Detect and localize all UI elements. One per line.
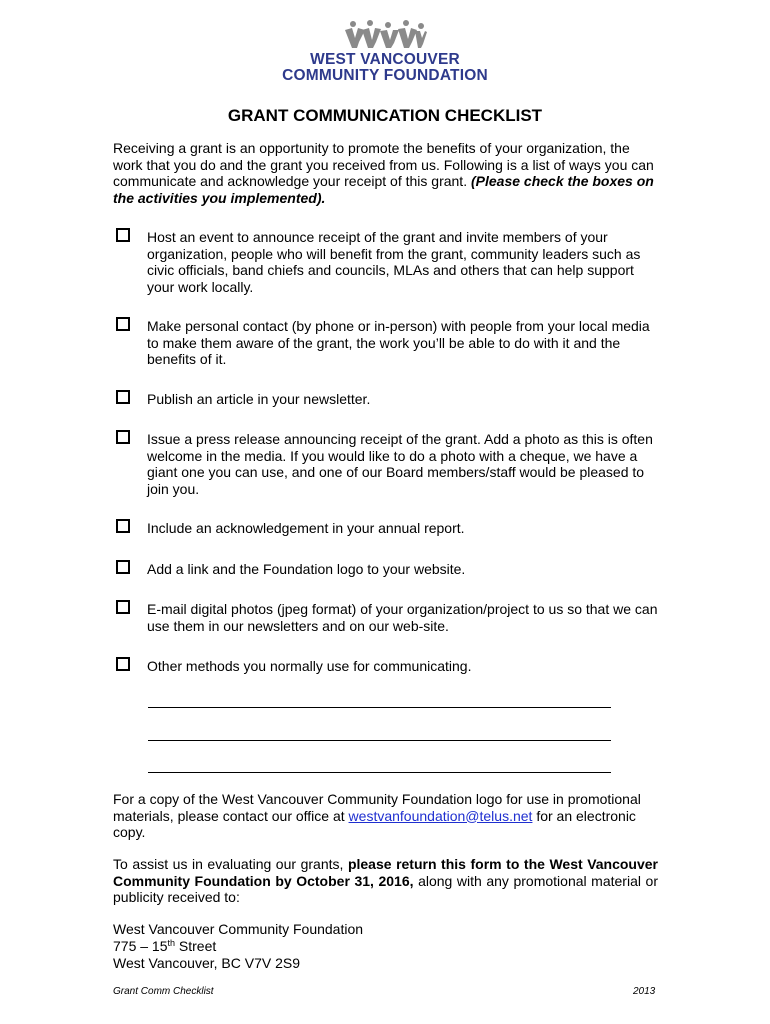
checkbox[interactable] <box>116 317 130 331</box>
logo-request-paragraph <box>113 791 658 841</box>
return-instructions-paragraph <box>113 856 658 906</box>
checklist-item-text: Issue a press release announcing receipt of the grant. Add a photo as this is often welcome in the media. If you would like to do a photo with a cheque, we have a giant one you can use, and one of our Board members/staff would be pleased to join you. <box>147 431 653 497</box>
intro-paragraph <box>113 140 658 206</box>
checklist-item-text: Include an acknowledgement in your annual report. <box>147 520 465 536</box>
address-name: West Vancouver Community Foundation <box>113 921 364 937</box>
return-text-end: along with any promotional material or publicity received to: <box>113 872 658 905</box>
other-methods-line-3[interactable] <box>148 772 611 773</box>
address-street-name: Street <box>175 938 217 954</box>
checklist-item-text: E-mail digital photos (jpeg format) of your organization/project to us so that we can use them in our newsletters and on our web-site. <box>147 601 658 634</box>
logo-figures-icon <box>343 18 427 50</box>
checklist-item-text: Publish an article in your newsletter. <box>147 391 371 407</box>
checklist-item-text: Make personal contact (by phone or in-person) with people from your local media to make them aware of the grant, the work you’ll be able to do with it and the benefits of it. <box>147 318 650 367</box>
checkbox[interactable] <box>116 430 130 444</box>
logo-request-text-end: for an electronic copy. <box>113 807 636 840</box>
checklist-item-text: Add a link and the Foundation logo to your website. <box>147 561 466 577</box>
checkbox[interactable] <box>116 228 130 242</box>
address-street-number: 775 – 15 <box>113 938 168 954</box>
address-street-suffix: th <box>167 938 176 948</box>
logo-text-line-2: COMMUNITY FOUNDATION <box>282 67 488 84</box>
email-link[interactable]: westvanfoundation@telus.net <box>348 807 533 824</box>
checkbox[interactable] <box>116 560 130 574</box>
return-text: To assist us in evaluating our grants, <box>113 856 348 872</box>
checklist-item-text: Other methods you normally use for communicating. <box>147 658 472 674</box>
return-deadline-text: please return this form to the West Vancouver Community Foundation by October 31, 2016, <box>113 856 659 889</box>
checkbox[interactable] <box>116 519 130 533</box>
footer-document-name: Grant Comm Checklist <box>113 986 214 997</box>
checkbox[interactable] <box>116 657 130 671</box>
foundation-logo <box>0 18 770 84</box>
checkbox[interactable] <box>116 600 130 614</box>
address-street <box>113 938 363 955</box>
checkbox[interactable] <box>116 390 130 404</box>
mailing-address <box>113 921 363 972</box>
intro-emphasis: (Please check the boxes on the activities you implemented). <box>113 173 654 206</box>
footer-year: 2013 <box>633 986 656 997</box>
other-methods-line-2[interactable] <box>148 740 611 741</box>
address-city: West Vancouver, BC V7V 2S9 <box>113 955 301 971</box>
checklist-item-text: Host an event to announce receipt of the grant and invite members of your organization, people who will benefit from the grant, community leaders such as civic officials, band chiefs and councils, MLAs and others that can help support your work locally. <box>147 229 641 295</box>
logo-request-text: For a copy of the West Vancouver Community Foundation logo for use in promotional materials, please contact our office at <box>113 791 641 824</box>
intro-text: Receiving a grant is an opportunity to promote the benefits of your organization, the work that you do and the grant you received from us. Following is a list of ways you can communicate and acknowledge your receipt of this grant. <box>113 140 654 189</box>
logo-text-line-1: WEST VANCOUVER <box>310 51 460 68</box>
page-title: GRANT COMMUNICATION CHECKLIST <box>227 106 543 125</box>
other-methods-line-1[interactable] <box>148 707 611 708</box>
